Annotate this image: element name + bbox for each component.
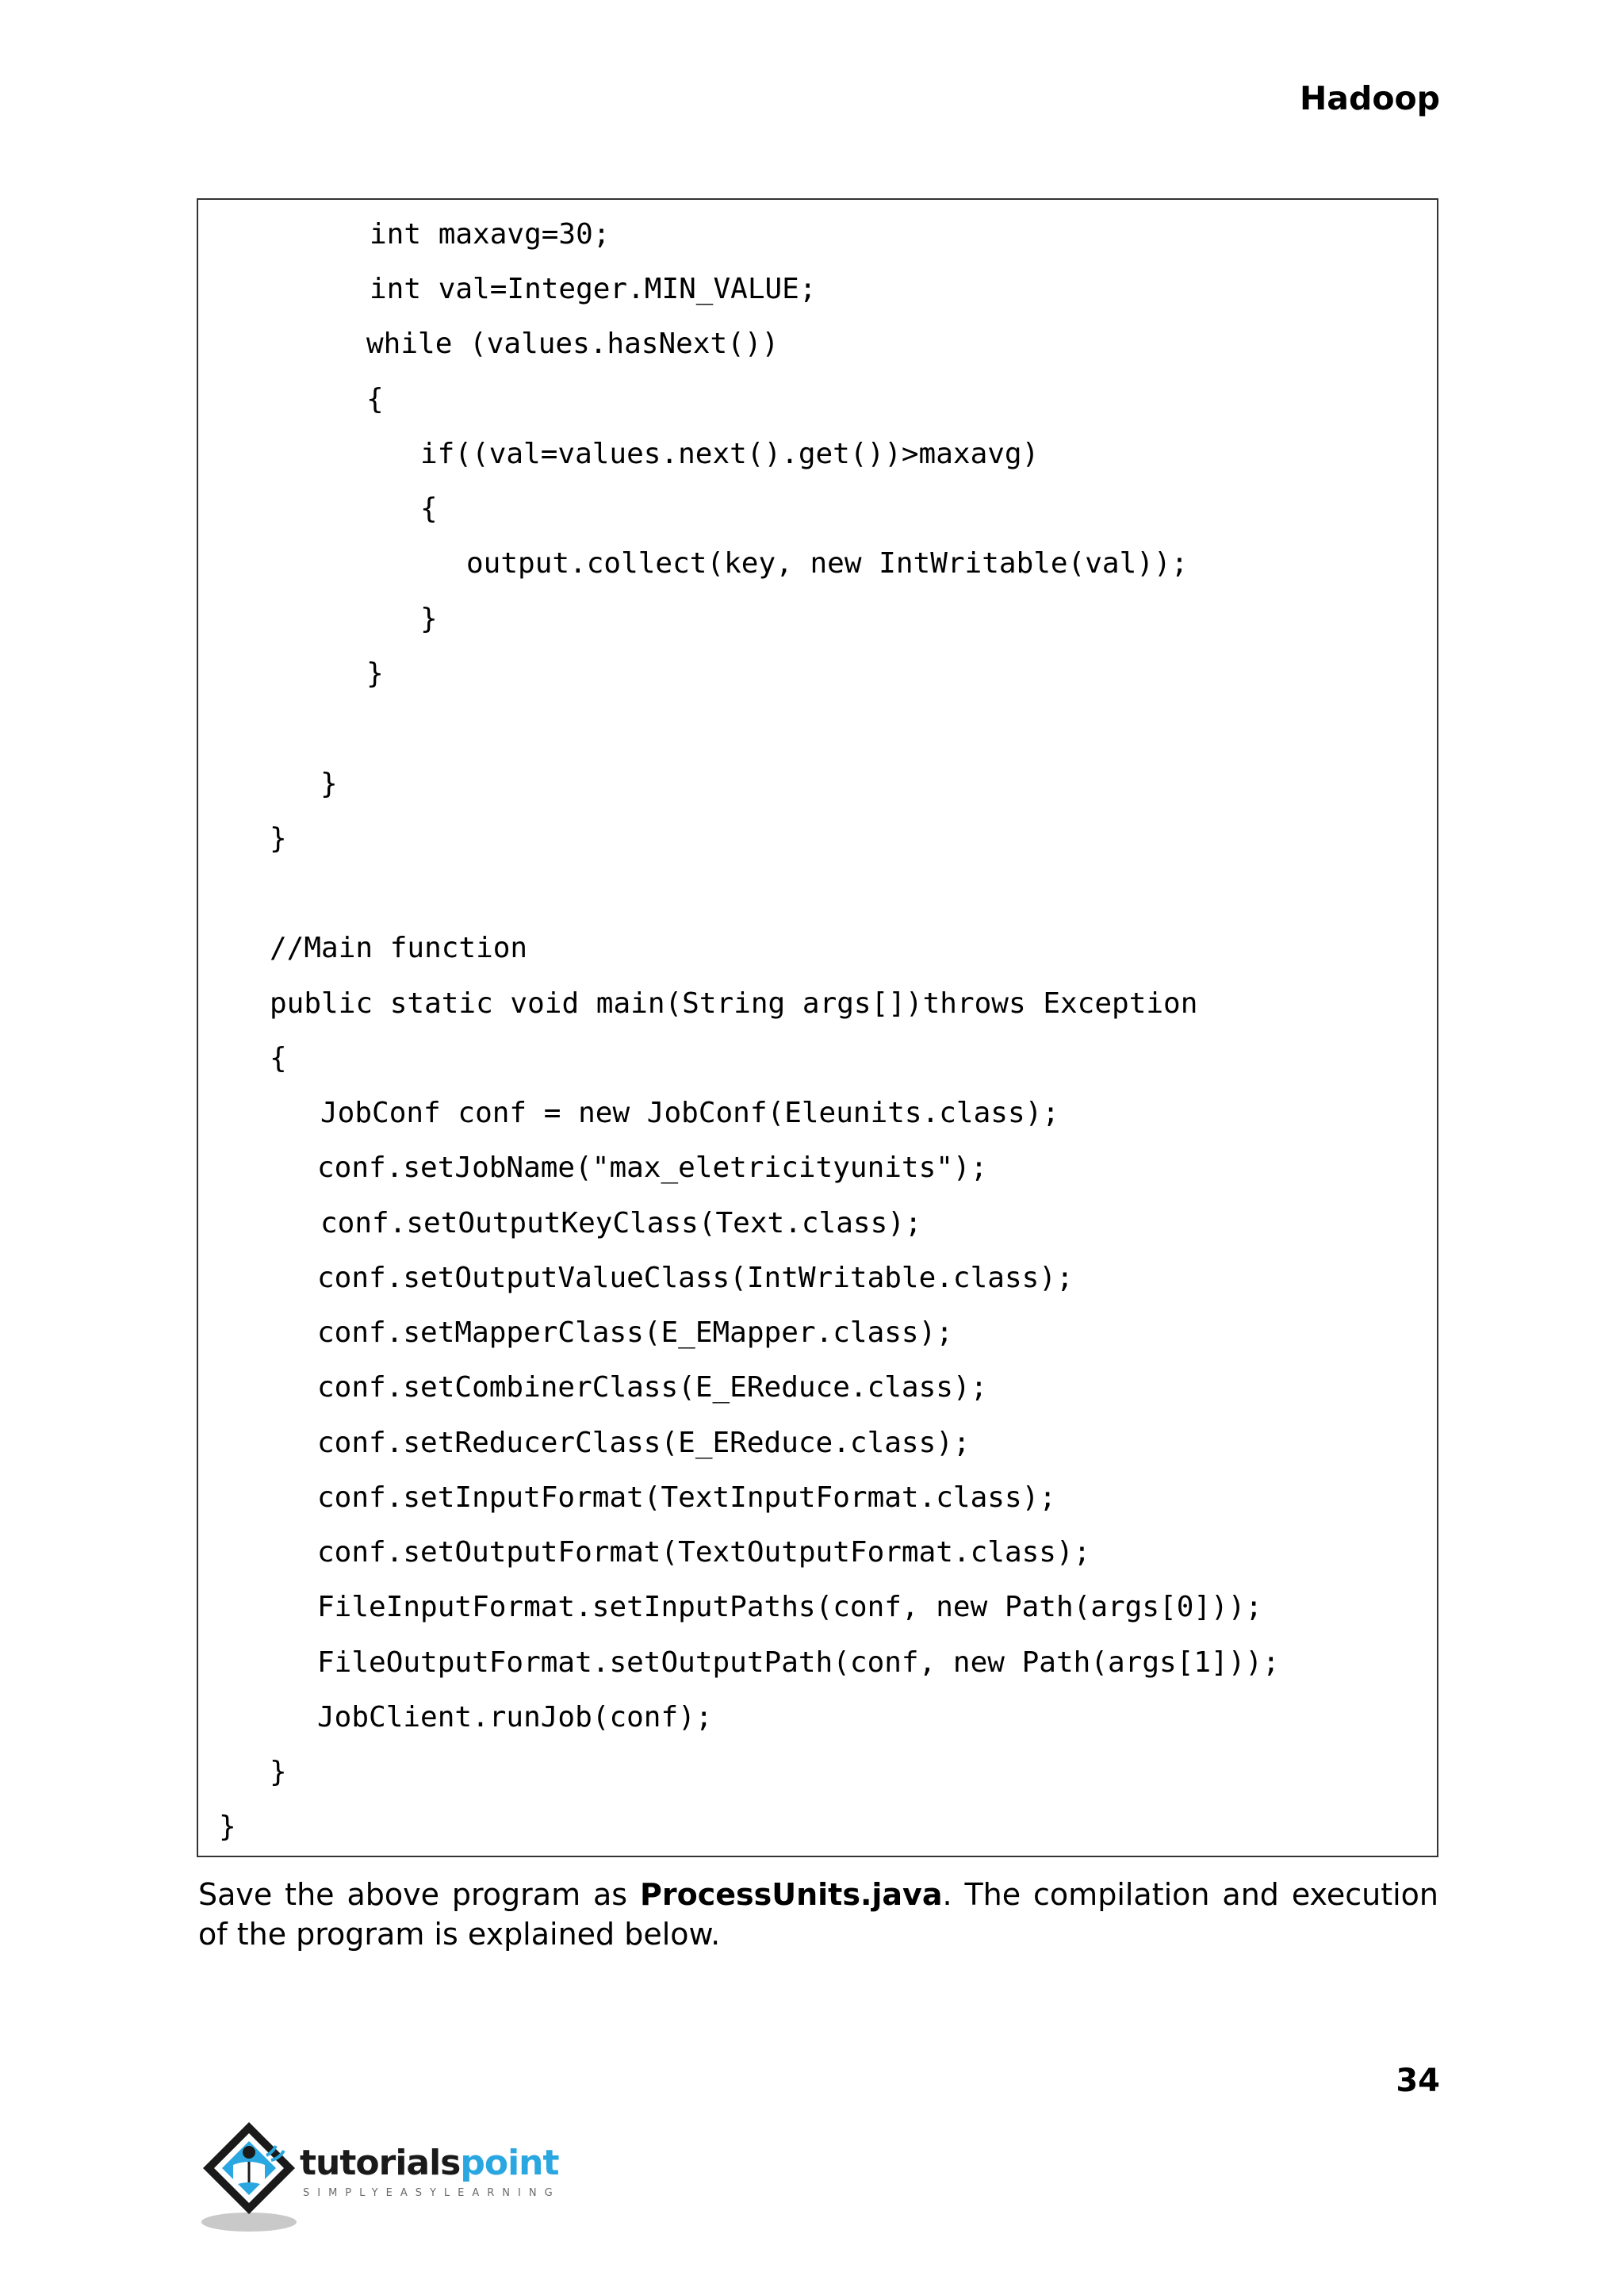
code-line: int val=Integer.MIN_VALUE; [370,273,817,305]
code-line: } [420,603,438,635]
code-line: FileInputFormat.setInputPaths(conf, new Path(args[0])); [317,1591,1263,1623]
code-line: { [420,492,438,525]
code-line: conf.setOutputKeyClass(Text.class); [320,1207,922,1239]
code-line: } [270,822,287,855]
logo-wordmark [300,2141,559,2186]
code-line: while (values.hasNext()) [366,328,779,360]
code-line: } [219,1810,236,1843]
paragraph-text-before: Save the above program as [198,1877,640,1912]
code-line: conf.setOutputValueClass(IntWritable.class); [317,1262,1074,1294]
code-line: conf.setOutputFormat(TextOutputFormat.class); [317,1536,1091,1569]
code-line: if((val=values.next().get())>maxavg) [420,438,1040,470]
filename-bold: ProcessUnits.java [640,1877,943,1912]
code-line: { [270,1042,287,1075]
logo-word-tutorials: tutorials [300,2143,461,2183]
code-line: output.collect(key, new IntWritable(val)); [466,547,1189,580]
code-line: } [320,768,338,800]
code-line: conf.setMapperClass(E_EMapper.class); [317,1316,953,1349]
code-line: public static void main(String args[])throws Exception [270,987,1198,1020]
code-line: FileOutputFormat.setOutputPath(conf, new Path(args[1])); [317,1646,1280,1679]
code-line: conf.setJobName("max_eletricityunits"); [317,1151,988,1184]
code-block [197,198,1438,1857]
code-comment: //Main function [270,932,528,964]
code-line: JobClient.runJob(conf); [317,1701,713,1734]
paragraph-text-after: . The compilation and execution of the program is explained below. [198,1877,1438,1952]
code-line: conf.setCombinerClass(E_EReduce.class); [317,1371,988,1404]
code-line: } [270,1756,287,1788]
code-line: conf.setReducerClass(E_EReduce.class); [317,1427,971,1459]
page-number: 34 [1396,2063,1440,2099]
logo-word-point: point [460,2143,559,2183]
logo-emblem-icon [197,2117,308,2244]
code-line: JobConf conf = new JobConf(Eleunits.class); [320,1097,1059,1129]
page-header-title: Hadoop [1299,79,1440,117]
body-paragraph [198,1875,1438,1954]
code-line: } [366,657,384,690]
tutorialspoint-logo [197,2117,569,2244]
code-line: int maxavg=30; [370,218,611,251]
logo-tagline: SIMPLYEASYLEARNING [303,2187,561,2199]
code-line: { [366,383,384,416]
code-line: conf.setInputFormat(TextInputFormat.class); [317,1481,1056,1514]
